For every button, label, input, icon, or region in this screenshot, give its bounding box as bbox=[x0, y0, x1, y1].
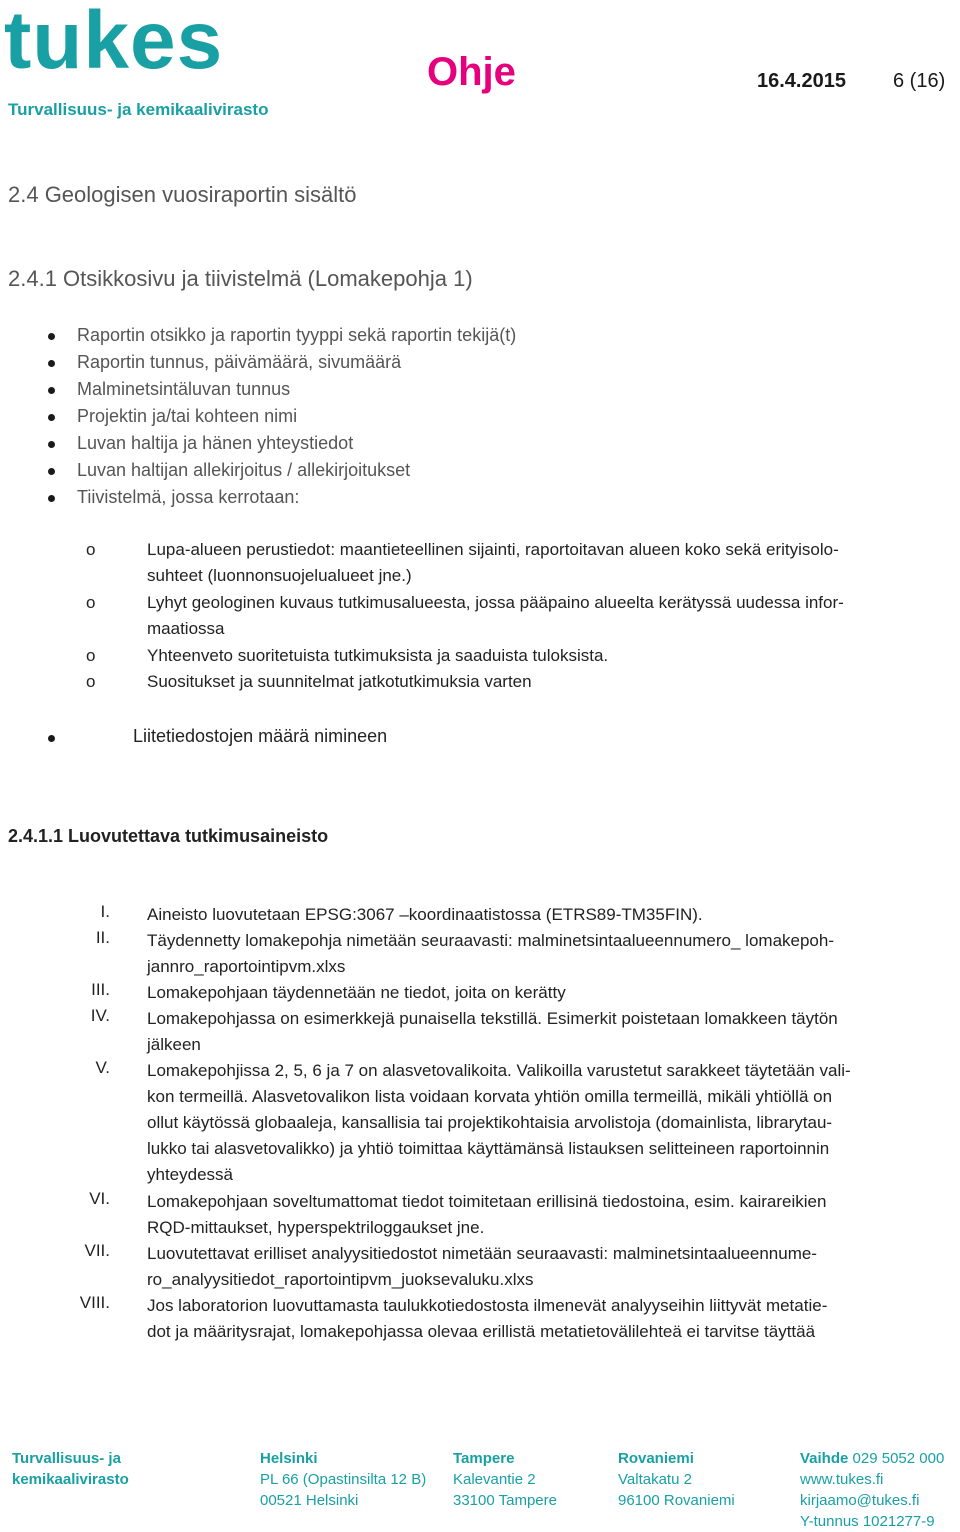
subsubsection-heading: 2.4.1.1 Luovutettava tutkimusaineisto bbox=[8, 826, 329, 846]
footer-address: Valtakatu 2 bbox=[618, 1471, 692, 1488]
list-number: VIII. bbox=[79, 1293, 110, 1312]
circle-bullet-icon: o bbox=[86, 593, 96, 612]
document-type: Ohje bbox=[427, 50, 516, 94]
sub-item-line: Suositukset ja suunnitelmat jatkotutkimuksia varten bbox=[147, 672, 532, 691]
footer-website-link[interactable]: www.tukes.fi bbox=[800, 1471, 884, 1488]
list-item-line: Lomakepohjissa 2, 5, 6 ja 7 on alasvetovalikoita. Valikoilla varustetut sarakkeet täytetään vali- bbox=[147, 1061, 851, 1080]
footer-office-title: Helsinki bbox=[260, 1450, 318, 1467]
bullet-icon bbox=[48, 735, 55, 742]
bullet-icon bbox=[48, 495, 55, 502]
list-item-line: Lomakepohjaan täydennetään ne tiedot, joita on kerätty bbox=[147, 983, 566, 1002]
list-item-line: dot ja määritysrajat, lomakepohjassa olevaa erillistä metatietovälilehteä ei tarvitse täyttää bbox=[147, 1322, 816, 1341]
list-number: III. bbox=[91, 980, 110, 999]
footer-address: 33100 Tampere bbox=[453, 1492, 557, 1509]
list-item-line: kon termeillä. Alasvetovalikon lista voidaan korvata yhtiön omilla termeillä, mikäli yhtiöllä on bbox=[147, 1087, 833, 1106]
list-item: Luvan haltija ja hänen yhteystiedot bbox=[77, 433, 354, 453]
footer-org: Turvallisuus- ja bbox=[12, 1450, 121, 1467]
list-item-line: ollut käytössä globaaleja, kansallisia tai projektikohtaisia arvolistoja (domainlista, librarytau- bbox=[147, 1113, 833, 1132]
list-item-line: lukko tai alasvetovalikko) ja yhtiö toimittaa käyttämänsä listauksen selitteineen raportoinnin bbox=[147, 1139, 830, 1158]
sub-item-line: suhteet (luonnonsuojelualueet jne.) bbox=[147, 566, 412, 585]
bullet-icon bbox=[48, 414, 55, 421]
list-number: I. bbox=[100, 902, 110, 921]
footer-address: Kalevantie 2 bbox=[453, 1471, 536, 1488]
bullet-icon bbox=[48, 441, 55, 448]
circle-bullet-icon: o bbox=[86, 540, 96, 559]
footer-email-link[interactable]: kirjaamo@tukes.fi bbox=[800, 1492, 920, 1509]
circle-bullet-icon: o bbox=[86, 646, 96, 665]
subsection-heading: 2.4.1 Otsikkosivu ja tiivistelmä (Lomakepohja 1) bbox=[8, 266, 473, 291]
sub-item-line: Lupa-alueen perustiedot: maantieteellinen sijainti, raportoitavan alueen koko sekä erityisolo- bbox=[147, 540, 839, 559]
footer-address: 00521 Helsinki bbox=[260, 1492, 359, 1509]
list-item-line: Lomakepohjaan soveltumattomat tiedot toimitetaan erillisinä tiedostoina, esim. kairareikien bbox=[147, 1192, 827, 1211]
list-item-line: ro_analyysitiedot_raportointipvm_juoksevaluku.xlxs bbox=[147, 1270, 534, 1289]
list-item: Raportin tunnus, päivämäärä, sivumäärä bbox=[77, 352, 402, 372]
list-item: Tiivistelmä, jossa kerrotaan: bbox=[77, 487, 300, 507]
sub-item-line: maatiossa bbox=[147, 619, 225, 638]
list-item-line: jälkeen bbox=[147, 1035, 201, 1054]
bullet-icon bbox=[48, 360, 55, 367]
list-item-line: Aineisto luovutetaan EPSG:3067 –koordinaatistossa (ETRS89-TM35FIN). bbox=[147, 905, 703, 924]
list-item: Projektin ja/tai kohteen nimi bbox=[77, 406, 298, 426]
list-item-line: Täydennetty lomakepohja nimetään seuraavasti: malminetsintaalueennumero_ lomakepoh- bbox=[147, 931, 835, 950]
logo-subtitle: Turvallisuus- ja kemikaalivirasto bbox=[8, 100, 269, 119]
list-item: Raportin otsikko ja raportin tyyppi sekä raportin tekijä(t) bbox=[77, 325, 517, 345]
sub-item-line: Lyhyt geologinen kuvaus tutkimusalueesta, jossa pääpaino alueelta kerätyssä uudessa infor- bbox=[147, 593, 844, 612]
list-item-line: jannro_raportointipvm.xlxs bbox=[147, 957, 346, 976]
footer-phone-label: Vaihde bbox=[800, 1450, 849, 1467]
document-date: 16.4.2015 bbox=[757, 70, 846, 92]
list-item: Liitetiedostojen määrä nimineen bbox=[133, 726, 388, 746]
logo-wordmark: tukes bbox=[4, 0, 224, 86]
list-number: VI. bbox=[89, 1189, 110, 1208]
list-item-line: Jos laboratorion luovuttamasta taulukkotiedostosta ilmenevät analyyseihin liittyvät metatie- bbox=[147, 1296, 828, 1315]
list-item: Malminetsintäluvan tunnus bbox=[77, 379, 291, 399]
list-number: VII. bbox=[84, 1241, 110, 1260]
sub-item-line: Yhteenveto suoritetuista tutkimuksista ja saaduista tuloksista. bbox=[147, 646, 609, 665]
footer-address: PL 66 (Opastinsilta 12 B) bbox=[260, 1471, 427, 1488]
footer-office-title: Rovaniemi bbox=[618, 1450, 694, 1467]
list-number: V. bbox=[95, 1058, 110, 1077]
list-item-line: yhteydessä bbox=[147, 1165, 233, 1184]
bullet-icon bbox=[48, 333, 55, 340]
list-item-line: RQD-mittaukset, hyperspektriloggaukset jne. bbox=[147, 1218, 485, 1237]
list-item-line: Luovutettavat erilliset analyysitiedostot nimetään seuraavasti: malminetsintaalueennume- bbox=[147, 1244, 817, 1263]
list-number: II. bbox=[95, 928, 110, 947]
footer-address: 96100 Rovaniemi bbox=[618, 1492, 735, 1509]
footer-phone-number: 029 5052 000 bbox=[848, 1450, 945, 1467]
list-number: IV. bbox=[90, 1006, 110, 1025]
footer-office-title: Tampere bbox=[453, 1450, 515, 1467]
footer-business-id: Y-tunnus 1021277-9 bbox=[800, 1513, 935, 1530]
list-item-line: Lomakepohjassa on esimerkkejä punaisella tekstillä. Esimerkit poistetaan lomakkeen täytön bbox=[147, 1009, 838, 1028]
section-heading: 2.4 Geologisen vuosiraportin sisältö bbox=[8, 182, 357, 207]
footer-org: kemikaalivirasto bbox=[12, 1471, 129, 1488]
circle-bullet-icon: o bbox=[86, 672, 96, 691]
page-number: 6 (16) bbox=[893, 70, 946, 92]
bullet-icon bbox=[48, 468, 55, 475]
footer-phone bbox=[800, 1450, 944, 1468]
list-item: Luvan haltijan allekirjoitus / allekirjoitukset bbox=[77, 460, 411, 480]
bullet-icon bbox=[48, 387, 55, 394]
